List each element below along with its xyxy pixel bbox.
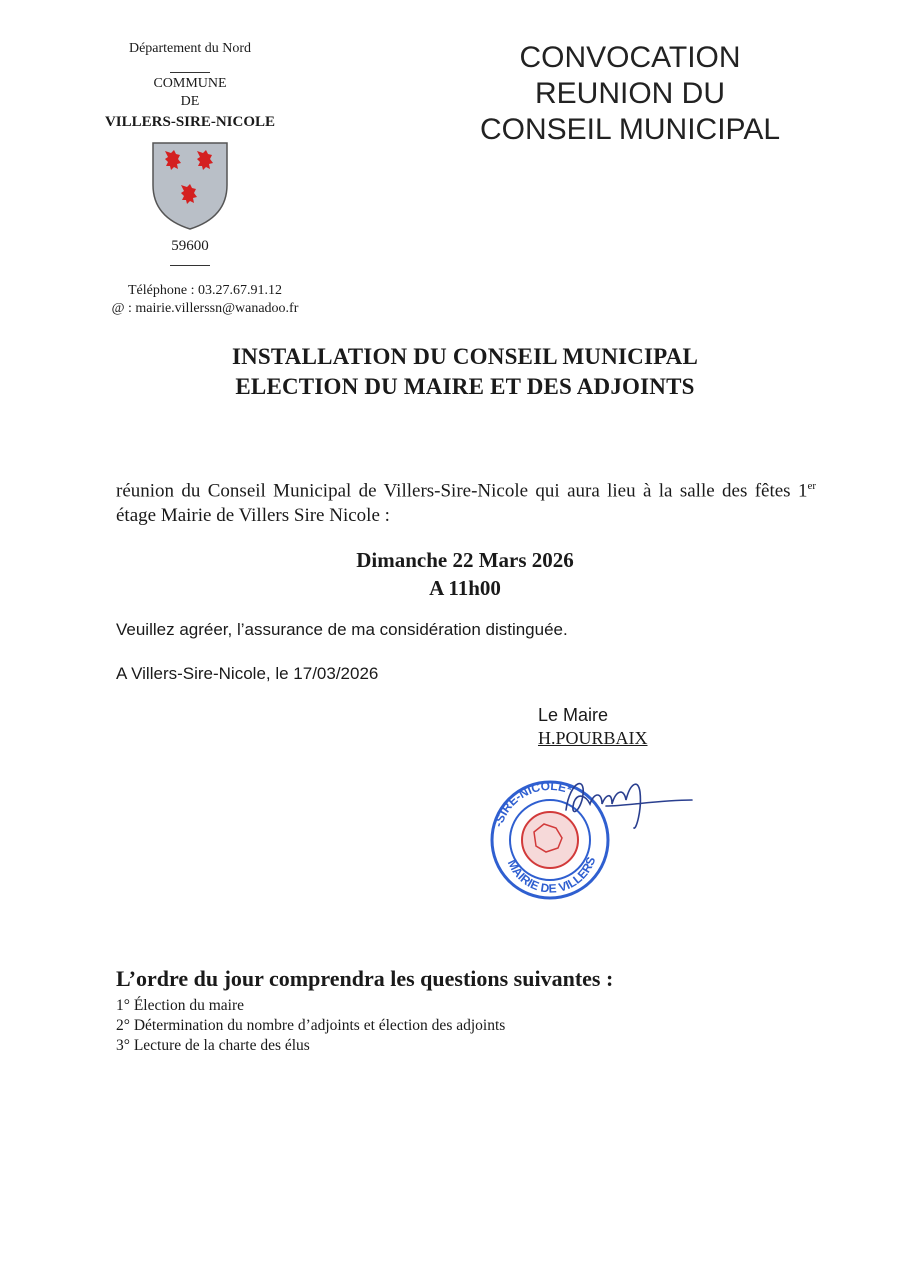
divider [170,72,210,73]
mayor-name: H.POURBAIX [538,728,648,748]
agenda-item: 3° Lecture de la charte des élus [116,1037,310,1054]
heading-line-1: INSTALLATION DU CONSEIL MUNICIPAL [231,344,699,369]
stamp-bottom-text: MAIRIE DE VILLERS [504,854,599,896]
contact-info [60,282,350,318]
divider [170,265,210,266]
agenda-item: 2° Détermination du nombre d’adjoints et élection des adjoints [116,1017,506,1034]
convocation-title [440,40,820,148]
title-line-3: CONSEIL MUNICIPAL [479,113,781,146]
agenda-heading: L’ordre du jour comprendra les questions suivantes : [116,966,614,991]
place-and-date: A Villers-Sire-Nicole, le 17/03/2026 [116,664,379,683]
email-address: @ : mairie.villerssn@wanadoo.fr [111,301,299,316]
signature-block [538,704,738,750]
stamp-top-text: -SIRE-NICOLE* [490,778,574,829]
mayor-title: Le Maire [538,705,609,725]
official-stamp-icon [478,770,708,900]
commune-name: VILLERS-SIRE-NICOLE [104,114,276,130]
ordinal-superscript: er [807,480,816,492]
letterhead [60,40,320,268]
de-label: DE [180,94,200,109]
meeting-time: A 11h00 [429,576,501,600]
body-text-part-2: étage Mairie de Villers Sire Nicole : [116,505,390,527]
title-line-1: CONVOCATION [519,41,741,74]
title-line-2: REUNION DU [534,77,725,110]
body-text-part-1: réunion du Conseil Municipal de Villers-Sire-Nicole qui aura lieu à la salle des fêtes 1 [116,480,808,502]
phone-number: Téléphone : 03.27.67.91.12 [128,283,282,298]
agenda-list [116,996,816,1056]
document-heading [120,342,810,402]
meeting-date: Dimanche 22 Mars 2026 [356,548,574,572]
closing-formula: Veuillez agréer, l’assurance de ma considération distinguée. [116,620,568,639]
agenda-item: 1° Élection du maire [116,997,245,1014]
meeting-datetime [120,546,810,602]
postcode: 59600 [171,238,209,254]
heading-line-2: ELECTION DU MAIRE ET DES ADJOINTS [235,374,695,399]
body-paragraph [116,474,816,528]
department-label: Département du Nord [128,41,252,56]
coat-of-arms-icon [151,141,229,231]
commune-label: COMMUNE [153,76,227,91]
